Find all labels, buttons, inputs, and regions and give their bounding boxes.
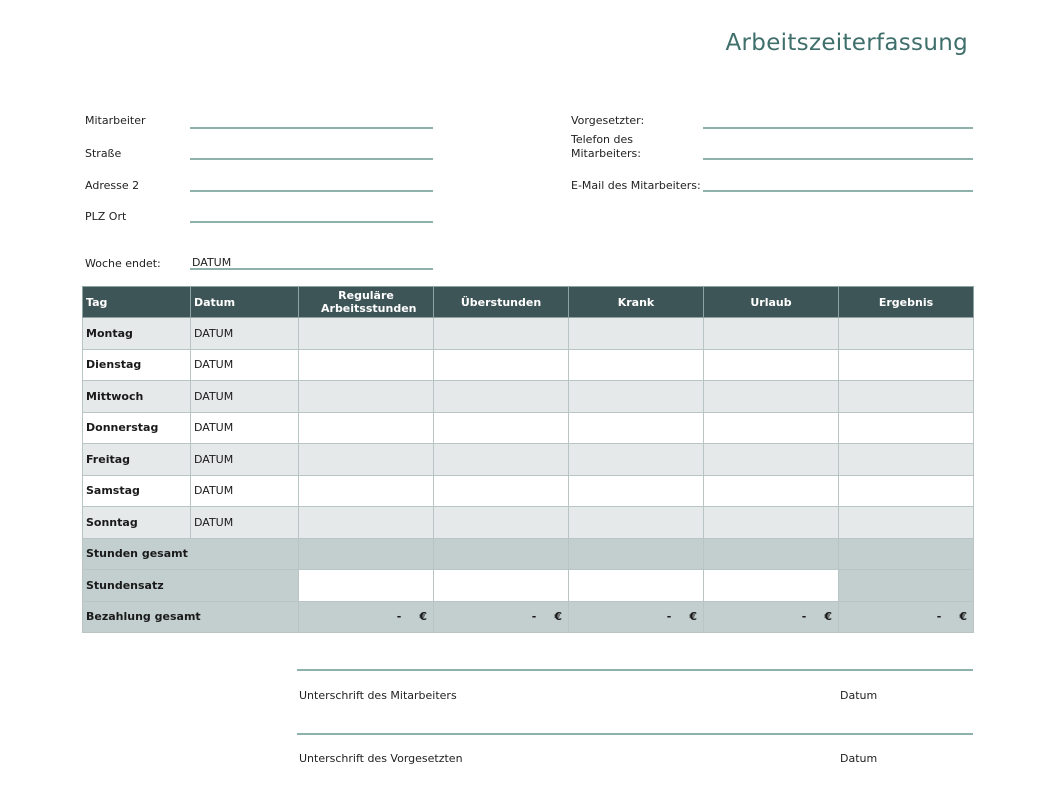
sick-cell[interactable] [569,507,704,539]
currency-symbol: € [959,610,967,624]
sick-cell[interactable] [569,475,704,507]
timesheet-table [82,286,974,633]
rate-vacation-input[interactable] [704,570,839,602]
total-sick [569,538,704,570]
week-end-value[interactable]: DATUM [192,256,232,269]
supervisor-signature-label: Unterschrift des Vorgesetzten [299,752,463,765]
header-overtime: Überstunden [434,287,569,318]
supervisor-signature-date-label: Datum [840,752,878,765]
rate-overtime-input[interactable] [434,570,569,602]
date-cell[interactable]: DATUM [191,381,299,413]
overtime-cell[interactable] [434,475,569,507]
pay-dash: - [396,610,402,624]
employee-signature-line[interactable] [297,669,973,671]
result-cell[interactable] [839,475,974,507]
overtime-cell[interactable] [434,412,569,444]
result-cell[interactable] [839,381,974,413]
result-cell[interactable] [839,412,974,444]
regular-hours-cell[interactable] [299,507,434,539]
vacation-cell[interactable] [704,444,839,476]
vacation-cell[interactable] [704,412,839,444]
overtime-cell[interactable] [434,381,569,413]
date-cell[interactable]: DATUM [191,349,299,381]
street-field[interactable] [190,158,433,160]
currency-symbol: € [824,610,832,624]
date-cell[interactable]: DATUM [191,412,299,444]
vacation-cell[interactable] [704,349,839,381]
employee-email-label: E-Mail des Mitarbeiters: [571,179,701,192]
table-row [83,475,974,507]
total-hours-label: Stunden gesamt [83,538,299,570]
total-pay-label: Bezahlung gesamt [83,601,299,633]
week-end-label: Woche endet: [85,257,161,270]
vacation-cell[interactable] [704,507,839,539]
employee-email-field[interactable] [703,190,973,192]
day-cell: Sonntag [83,507,191,539]
sick-cell[interactable] [569,444,704,476]
day-cell: Montag [83,318,191,350]
week-end-line [190,268,433,270]
sick-cell[interactable] [569,318,704,350]
vacation-cell[interactable] [704,475,839,507]
total-hours-row [83,538,974,570]
overtime-cell[interactable] [434,349,569,381]
pay-vacation [704,601,839,633]
table-row [83,318,974,350]
zip-city-label: PLZ Ort [85,210,127,223]
date-cell[interactable]: DATUM [191,318,299,350]
table-row [83,507,974,539]
regular-hours-cell[interactable] [299,381,434,413]
regular-hours-cell[interactable] [299,475,434,507]
overtime-cell[interactable] [434,444,569,476]
header-regular-hours [299,287,434,318]
employee-phone-field[interactable] [703,158,973,160]
employee-field[interactable] [190,127,433,129]
sick-cell[interactable] [569,381,704,413]
regular-hours-cell[interactable] [299,318,434,350]
sick-cell[interactable] [569,412,704,444]
employee-phone-label: Telefon des Mitarbeiters: [571,133,641,160]
header-result: Ergebnis [839,287,974,318]
header-sick: Krank [569,287,704,318]
page-title: Arbeitszeiterfassung [725,30,968,56]
table-row [83,412,974,444]
rate-regular-input[interactable] [299,570,434,602]
street-label: Straße [85,147,122,160]
header-day: Tag [83,287,191,318]
day-cell: Freitag [83,444,191,476]
overtime-cell[interactable] [434,507,569,539]
table-row [83,381,974,413]
sick-cell[interactable] [569,349,704,381]
total-regular-hours [299,538,434,570]
result-cell[interactable] [839,349,974,381]
total-overtime [434,538,569,570]
table-header-row [83,287,974,318]
employee-label: Mitarbeiter [85,114,146,127]
day-cell: Samstag [83,475,191,507]
total-pay-row [83,601,974,633]
pay-regular [299,601,434,633]
total-result [839,538,974,570]
pay-dash: - [531,610,537,624]
result-cell[interactable] [839,318,974,350]
address2-field[interactable] [190,190,433,192]
supervisor-signature-line[interactable] [297,733,973,735]
header-date: Datum [191,287,299,318]
address2-label: Adresse 2 [85,179,140,192]
pay-dash: - [936,610,942,624]
total-vacation [704,538,839,570]
day-cell: Mittwoch [83,381,191,413]
pay-dash: - [801,610,807,624]
vacation-cell[interactable] [704,381,839,413]
rate-result [839,570,974,602]
result-cell[interactable] [839,444,974,476]
date-cell[interactable]: DATUM [191,444,299,476]
hourly-rate-label: Stundensatz [83,570,299,602]
table-row [83,349,974,381]
day-cell: Dienstag [83,349,191,381]
supervisor-label: Vorgesetzter: [571,114,645,127]
pay-overtime [434,601,569,633]
overtime-cell[interactable] [434,318,569,350]
regular-hours-cell[interactable] [299,349,434,381]
day-cell: Donnerstag [83,412,191,444]
supervisor-field[interactable] [703,127,973,129]
date-cell[interactable]: DATUM [191,475,299,507]
regular-hours-cell[interactable] [299,412,434,444]
regular-hours-cell[interactable] [299,444,434,476]
employee-signature-date-label: Datum [840,689,878,702]
zip-city-field[interactable] [190,221,433,223]
pay-result [839,601,974,633]
table-row [83,444,974,476]
result-cell[interactable] [839,507,974,539]
employee-signature-label: Unterschrift des Mitarbeiters [299,689,457,702]
vacation-cell[interactable] [704,318,839,350]
pay-dash: - [666,610,672,624]
currency-symbol: € [554,610,562,624]
currency-symbol: € [689,610,697,624]
header-regular-hours-text: Reguläre Arbeitsstunden [321,289,417,315]
hourly-rate-row [83,570,974,602]
currency-symbol: € [419,610,427,624]
pay-sick [569,601,704,633]
date-cell[interactable]: DATUM [191,507,299,539]
header-vacation: Urlaub [704,287,839,318]
rate-sick-input[interactable] [569,570,704,602]
